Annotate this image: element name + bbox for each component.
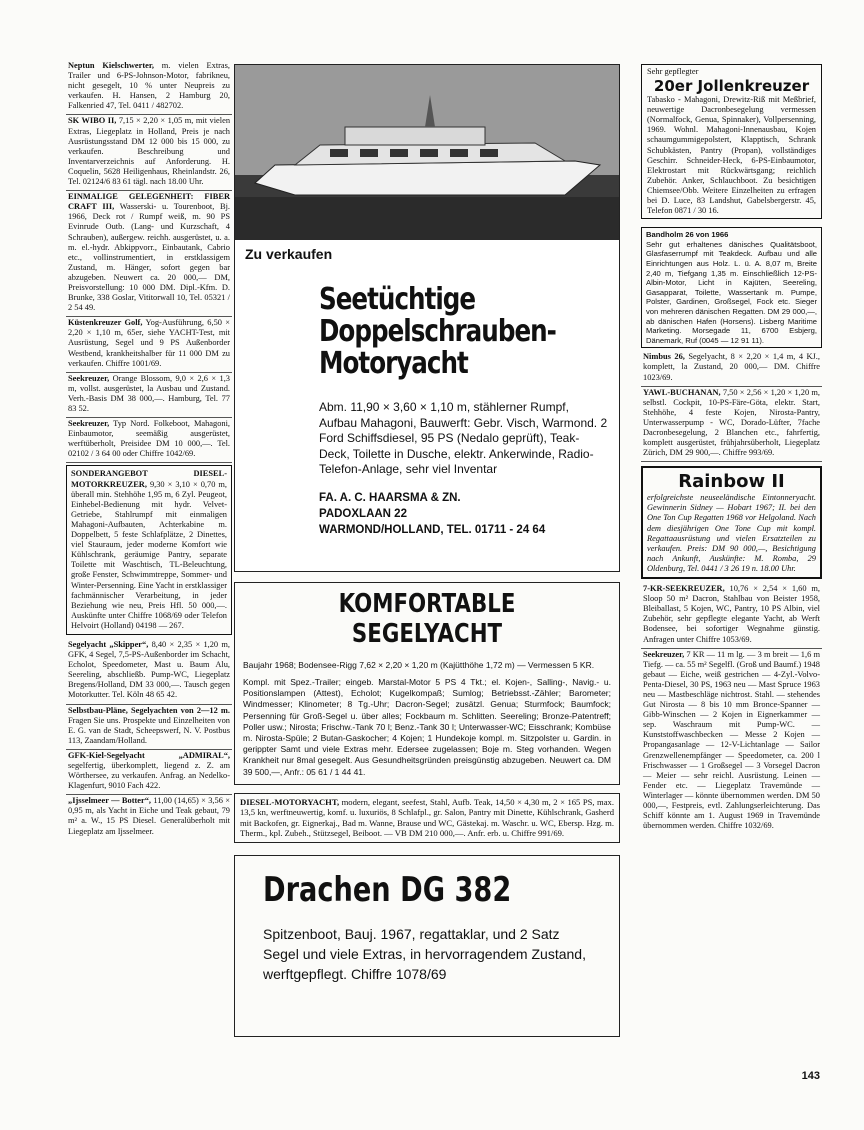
drachen-body: Spitzenboot, Bauj. 1967, regattaklar, und 2 Satz Segel und viele Extras, in hervorragendem Zustand, werftgepflegt. Chiffre 1078/69 — [263, 925, 586, 982]
ad-lead: Selbstbau-Pläne, Segelyachten von 2—12 m. — [68, 705, 230, 715]
classified-ad-skipper — [66, 639, 232, 705]
segelyacht-body: Kompl. mit Spez.-Trailer; eingeb. Marstal-Motor 5 PS 4 Tkt.; el. Kojen-, Salling-, Navig.- u. Positionslampen (Attest), Echolot; Kugelkompaß; Sumlog; Betriebsst.-Zähler; Barometer; Windmesser; Klinometer; 8 Tg.-Uhr; Dacron-Segel; zusätzl. Genua; Sturmfock; Baumfock; Persenning für Groß-Segel u. über alles; Fockbaum m. Schlitten. Seereling; Bronze-Patentreff; Poller usw.; Nirosta; Frischw.-Tank 70 l; Benz.-Tank 30 l; Unterwasser-WC; Eisschrank; Kombüse m. Nirosta-Spüle; 2 Butan-Gaskocher; 4 Kojen; 1 Hundekoje kompl. m. Sitzpolster u. Gardin. in gerippter Samt und viele Extras mehr. Edersee zugelassen; Boje m. Steg vorhanden. Wegen Krankheit nur 8mal gesegelt. Aus Gesundheitsgründen preisgünstig abzugeben. Neuwert ca. DM 39 500,—, Anfr.: 05 61 / 1 44 41. — [243, 677, 611, 777]
diesel-motoryacht-ad — [234, 793, 620, 843]
drachen-ad — [234, 855, 620, 1037]
boat-image — [235, 65, 619, 240]
nimbus-ad — [641, 351, 822, 386]
drachen-headline: Drachen DG 382 — [263, 869, 512, 910]
motoryacht-ad — [234, 64, 620, 572]
see-text: 7 KR — 11 m lg. — 3 m breit — 1,6 m Tiefg. — ca. 55 m² Segelfl. (Groß und Baumf.) 1948 gebaut — Eiche, weiß gestrichen — 4-Zyl.-Volvo-Penta-Diesel, 30 PS, 1963 neu — Mast Spruce 1963 neu — Mastbeschläge nichtrost. Stahl. — stehendes Gut Nirosta — 8 bis 10 mm Bronce-Spanner — Gibb-Winschen — 2 Kojen in Eignerkammer — sep. Waschraum mit Pump-WC. — Kunststoffwaschbecken — Messe 2 Kojen — Propangasanlage — 12-V-Lichtanlage — Sailor Grenzwellenempfänger — Speedometer, ca. 200 l Frischwasser — 1 Großsegel — 3 Vorsegel Dacron — Meier — sehr reichl. Ausrüstung. Leinen — Fender etc. — Liegeplatz Travemünde — Winterlager — könnte übernommen werden. DM 50 000,—, Festpreis, evtl. Zahlungserleichterung. Das Schiff könnte am 1. August 1969 in Travemünde übernommen werden. Chiffre 1032/69. — [643, 649, 820, 831]
motoryacht-photo — [235, 65, 619, 240]
zu-verkaufen-label: Zu verkaufen — [245, 246, 333, 262]
kr-lead: 7-KR-SEEKREUZER, — [643, 584, 725, 594]
nimbus-text: Segelyacht, 8 × 2,20 × 1,4 m, 4 KJ., komplett, la Zustand, 20 000,— DM. Chiffre 1023/69. — [643, 352, 820, 382]
contact-line: WARMOND/HOLLAND, TEL. 01711 - 24 64 — [319, 523, 546, 536]
ad-text: Orange Blossom, 9,0 × 2,6 × 1,3 m, vollst. ausgerüstet, la Ausbau und Zustand. Verh.-Basis DM 38 000,—. Hamburg, Tel. 77 83 52. — [68, 373, 230, 413]
classified-ad-neptun — [66, 60, 232, 115]
motoryacht-headline: Seetüchtige Doppelschrauben-Motoryacht — [319, 282, 556, 381]
ad-lead: Neptun Kielschwerter, — [68, 61, 154, 70]
classified-ad-golf — [66, 317, 232, 372]
classified-ad-fibercraft — [66, 191, 232, 317]
classified-ad-blossom — [66, 373, 232, 418]
ad-text: 9,30 × 3,10 × 0,70 m, überall min. Stehhöhe 1,95 m, 6 Zyl. Peugeot, Einhebel-Bedienung mit hydr. Velvet-Getriebe, Stahlrumpf mit einmaligen Mahagoni-Aufbauten, Achterkabine m. Doppelbett, 5 feste Schlafplätze, 2 Dinettes, viel Stauraum, jeder moderne Komfort wie Kühlschrank, geräumige Pantry, separate Toilette mit Waschtisch, TL-Beleuchtung, große Fenster, Schwimmtreppe, Sommer- und Winter-Persenning. Eine Yacht in erstklassiger fachmännischer Verarbeitung, in jeder Beziehung wie neu, Preis Hfl. 50 000,—. Auskünfte unter Chiffre 1068/69 oder Telefon Helvoirt (Holland) 04198 — 267. — [71, 479, 227, 630]
ad-text: 7,15 × 2,20 × 1,05 m, mit vielen Extras, Liegeplatz in Holland, Preis je nach Ausrüstungsstand DM 12 000 bis 15 000, zu verkaufen. Beschreibung und Inventarverzeichnis auf Anforderung. H. Coquelin, 5628 Heiligenhaus, Rheinlandstr. 26, Tel. 02124/6 83 61 tägl. nach 18.00 Uhr. — [68, 116, 231, 187]
ad-text: 11,00 (14,65) × 3,56 × 0,95 m, als Yacht in Eiche und Teak gebaut, 79 m² a. W., 15 PS Diesel. Generalüberholt mit Liegeplatz am Ijsselmeer. — [68, 796, 230, 836]
segelyacht-ad — [234, 582, 620, 785]
segelyacht-intro: Baujahr 1968; Bodensee-Rigg 7,62 × 2,20 × 1,20 m (Kajütthöhe 1,72 m) — Vermessen 5 KR. — [243, 660, 595, 670]
yawl-lead: YAWL-BUCHANAN, — [643, 387, 721, 397]
column-left — [66, 60, 232, 840]
rainbow-text: erfolgreichste neuseeländische Eintonneryacht. Gewinnerin Sidney — Hobart 1967; II. bei den One Ton Cup Regatten 1968 vor Helgoland. Nach dem diesjährigen One Tone Cup mit kompl. Regattaausrüstung und vielen Ersatzteilen zu verkaufen. Preis: DM 90 000,—, Besichtigung nach Ankunft, Auskünfte: M. Romba, 29 Oldenburg, Tel. 0441 / 3 26 19 n. 18.00 Uhr. — [647, 493, 816, 573]
ad-lead: SONDERANGEBOT DIESEL-MOTORKREUZER, — [71, 469, 227, 489]
ad-lead: Seekreuzer, — [68, 419, 110, 429]
ad-text: segelfertig, überkomplett, liegend z. Z. am Wörthersee, zu verkaufen. Anfrag. an Nedelko-Klagenfurt, 9010 Fach 422. — [68, 761, 230, 791]
diesel-lead: DIESEL-MOTORYACHT, — [240, 796, 340, 807]
ad-lead: „Ijsselmeer — Botter“, — [68, 796, 151, 806]
ad-lead: Küstenkreuzer Golf, — [68, 318, 143, 328]
kr-text: 10,76 × 2,54 × 1,60 m, Sloop 50 m² Dacron, Stahlbau von Beister 1958, Bleiballast, 5 Kojen, WC, Pantry, 10 PS Albin, viel Zubehör, sehr gepflegte elegante Yacht, ab Werft Bodensee, bei sofortiger Wegnahme günstig. Anfragen unter Chiffre 1053/69. — [643, 584, 820, 644]
seekreuzer-ad — [641, 649, 822, 835]
ad-text: Wasserski- u. Tourenboot, Bj. 1966, Deck rot / Rumpf weiß, m. 90 PS Evinrude Outb. (Lang- und Kurzschaft, 4 Schrauben), außergew. reichh. ausgerüstet, u. a. m. el.-hydr. Abkippvorr., Einbautank, Cabrio etc., vollinstrumentiert, in erstklassigem Zustand, m. Hänger, sofort gegen bar abzugeben. Neuwert ca. 20 000,— DM, Preisvorstellung: 10 000 DM. Dipl.-Kfm. D. Brunke, 338 Goslar, Vititorwall 10, Tel. 05321 / 2 54 49. — [68, 202, 230, 313]
ad-lead: GFK-Kiel-Segelyacht „ADMIRAL“, — [68, 750, 230, 760]
ad-text: m. vielen Extras, Trailer und 6-PS-Johnson-Motor, fabrikneu, nicht gesegelt, 10 % unter Neupreis zu verkaufen. H. Hansen, 2 Hamburg 20, Falkenried 47, Tel. 0411 / 482702. — [68, 61, 231, 111]
see-lead: Seekreuzer, — [643, 649, 685, 659]
page-number: 143 — [801, 1070, 820, 1082]
classified-ad-wibo — [66, 115, 232, 191]
classified-ad-botter — [66, 795, 232, 839]
ad-text: Yog-Ausführung, 6,50 × 2,20 × 1,10 m, 65er, siehe YACHT-Test, mit Ausrüstung, Segel und 9 PS Außenborder Westbend, krankheitshalber für 11 000 DM zu verkaufen. Chiffre 1001/69. — [68, 318, 231, 368]
ad-lead: Segelyacht „Skipper“, — [68, 639, 149, 649]
rainbow-ad — [641, 466, 822, 579]
yawl-text: 7,50 × 2,56 × 1,20 × 1,20 m, selbstl. Cockpit, 10-PS-Färe-Göta, elektr. Start, Stehhöhe, 4 feste Kojen, Nirosta-Pantry, Unterwasserpump - WC, Dorado-Lüfter, 7fache Dacronbesegelung, 2 Blanchen etc., fahrfertig, komplett ausgerüstet, frühjahrsüberholt, Liegeplatz Zürich, DM 29 900,—. Chiffre 993/69. — [643, 387, 820, 458]
bandholm-title: Bandholm 26 von 1966 — [646, 230, 729, 240]
yawl-ad — [641, 387, 822, 463]
segelyacht-headline: KOMFORTABLE SEGELYACHT — [338, 589, 516, 649]
jolle-title: 20er Jollenkreuzer — [653, 77, 810, 96]
column-right — [641, 64, 822, 834]
bandholm-text: Sehr gut erhaltenes dänisches Qualitätsboot, Glasfaserrumpf mit Teakdeck. Aufbau und alle Einrichtungen aus Holz. L. ü. A. 8,07 m, Breite 2,40 m, Tiefgang 1,35 m. Einschließlich 12-PS-Albin-Motor, Licht in Kajüten, Seereling, Gasapparat, Toilette, Wassertank m. Pumpe, Polster, Gardinen, Großsegel, Fock etc. Sieger von mehreren dänischen Regatten. DM 29 000,—, ab dänischen Hafen (Horsens). Lisberg Maritime Marketing. Morsegade 11, 6700 Esbjerg, Dänemark, Ruf (0045 — 12 91 11). — [646, 239, 817, 345]
kr-seekreuzer-ad — [641, 583, 822, 649]
column-center — [234, 60, 620, 1037]
ad-text: Fragen Sie uns. Prospekte und Einzelheiten von E. G. van de Stadt, Scheepswerf, N. V. Postbus 113, Zaandam/Holland. — [68, 715, 230, 745]
jollenkreuzer-ad — [641, 64, 822, 219]
classified-ad-sonder — [66, 465, 232, 635]
jolle-kicker: Sehr gepflegter — [647, 67, 699, 76]
contact-line: FA. A. C. HAARSMA & ZN. — [319, 491, 461, 504]
diesel-text: modern, elegant, seefest, Stahl, Aufb. Teak, 14,50 × 4,30 m, 2 × 165 PS, max. 13,5 kn, werftneuwertig, komf. u. luxuriös, 8 Schlafpl., gr. Salon, Pantry mit Dinette, Kühlschrank, Gasherd mit Backofen, gr. Eignerkaj., Bad m. Wanne, Brause und WC, Gästekaj. m. Waschr. u. WC, Ebersp. Hzg. m. Therm., kpl. Zubeh., Stützsegel, Beiboot. — VB DM 210 000,—. Anfr. erb. u. Chiffre 991/69. — [240, 796, 614, 839]
ad-lead: Seekreuzer, — [68, 373, 110, 383]
ad-text: 8,40 × 2,35 × 1,20 m, GFK, 4 Segel, 7,5-PS-Außenborder im Schacht, Echolot, Speedometer, Mast u. Baum Alu, Seereling, abschließb. Pump-WC, Liegeplatz Bregens/Holland, DM 33 000,—. Tausch gegen Motorkutter. Tel. Köln 48 65 42. — [68, 639, 230, 700]
ad-lead: SK WIBO II, — [68, 116, 117, 126]
classified-ad-selbstbau — [66, 705, 232, 750]
bandholm-ad — [641, 227, 822, 348]
ad-lead: EINMALIGE GELEGENHEIT: FIBER CRAFT III, — [68, 192, 230, 212]
contact-line: PADOXLAAN 22 — [319, 507, 407, 520]
nimbus-lead: Nimbus 26, — [643, 352, 685, 362]
motoryacht-body: Abm. 11,90 × 3,60 × 1,10 m, stählerner Rumpf, Aufbau Mahagoni, Bauwerft: Gebr. Visch, Warmond. 2 Ford Schiffsdiesel, 95 PS (Nedalo geprüft), Teak-Deck, Toilette in Dusche, elektr. Ankerwinde, Radio-Telefon-Anlage, sehr viel Inventar — [319, 400, 608, 476]
classified-ad-folkeboot — [66, 418, 232, 463]
motoryacht-contact — [319, 490, 609, 538]
rainbow-title: Rainbow II — [678, 471, 785, 493]
ad-text: Typ Nord. Folkeboot, Mahagoni, Einbaumotor, seemäßig ausgerüstet, werftüberholt, Preisidee DM 10 000,—. Tel. 02102 / 3 64 00 oder Chiffre 1042/69. — [68, 419, 230, 459]
jolle-text: Tabasko - Mahagoni, Drewitz-Riß mit Meßbrief, neuwertige Dacronbesegelung vermessen (Normalfock, Genua, Spinnaker), Vollpersenning, 1969. Wohnl. Mahagoni-Innenausbau, Kojen schaumgummigepolstert, Klapptisch, Schrank Schubkästen, Pantry (Propan), vollständiges Geschirr. Schneider-Heck, 6-PS-Einbaumotor, Elektrostart mit Rückwärtsgang; reichlich Zubehör. Anker, Schlauchboot. Zu besichtigen Chiemsee/Obb. Weitere Einzelheiten zu erfragen bei D. Luce, 83 Landshut, Gabelsbergerstr. 45, Telefon 0871 / 30 16. — [647, 95, 816, 216]
classified-ad-admiral — [66, 750, 232, 795]
